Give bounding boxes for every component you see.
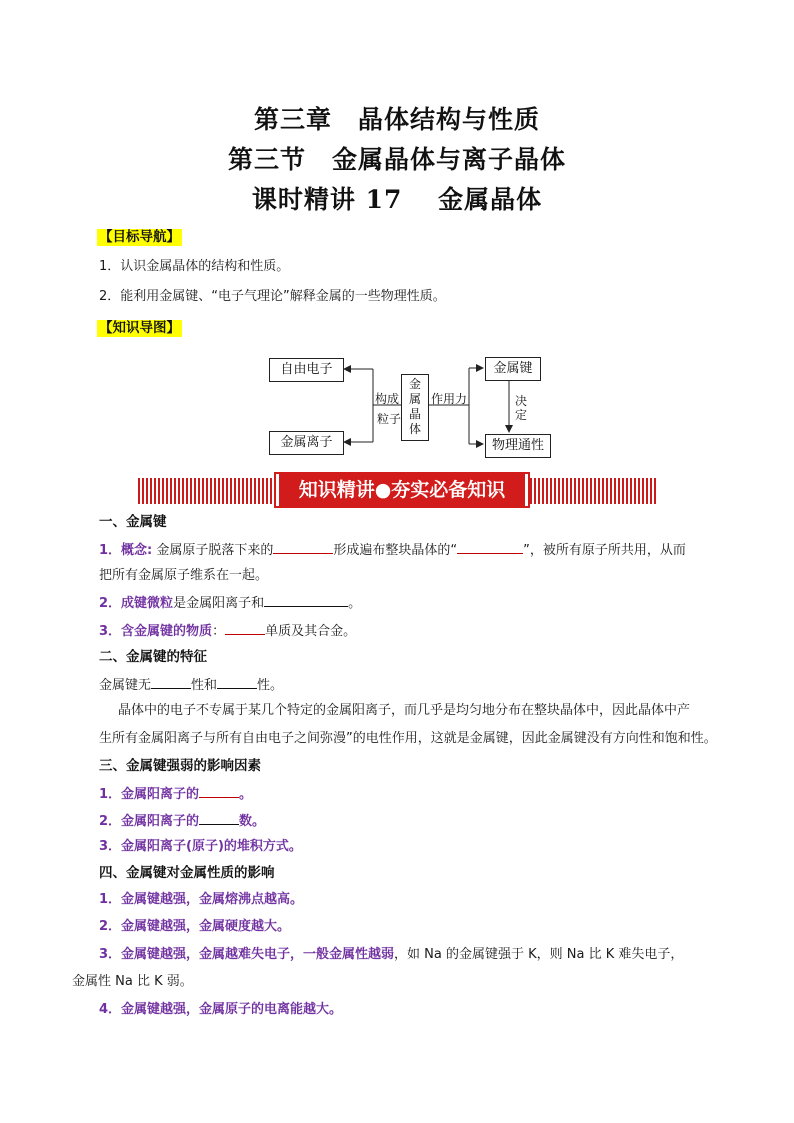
s4-item-3: 3．金属键越强，金属越难失电子，一般金属性越弱，如 Na 的金属键强于 K，则 Na 比 K 难失电子， [99, 947, 684, 962]
s3-item-2: 2．金属阳离子的 数。 [99, 811, 699, 831]
decides-label: 决 定 [515, 394, 528, 422]
s2-feature-line: 金属键无 性和 性。 [99, 675, 699, 695]
blank[interactable] [457, 540, 523, 554]
s1-bonding-particles: 2．成键微粒是金属阳离子和 。 [99, 593, 699, 613]
blank[interactable] [225, 621, 265, 635]
interaction-label: 作用力 [431, 392, 468, 406]
section-title: 第三节 金属晶体与离子晶体 [227, 145, 566, 174]
knowledge-diagram [265, 350, 555, 462]
physical-property-box: 物理通性 [485, 434, 551, 458]
blank[interactable] [217, 675, 257, 689]
s1-concept-line-2: 把所有金属原子维系在一起。 [99, 568, 269, 583]
banner-text: 知识精讲●夯实必备知识 [298, 479, 506, 501]
goal-item-1: 1．认识金属晶体的结构和性质。 [99, 259, 290, 274]
title-block [0, 100, 794, 220]
blank[interactable] [264, 593, 348, 607]
s4-item-4: 4．金属键越强，金属原子的电离能越大。 [99, 1002, 343, 1017]
s3-item-3: 3．金属阳离子(原子)的堆积方式。 [99, 839, 302, 854]
goal-item-2: 2．能利用金属键、“电子气理论”解释金属的一些物理性质。 [99, 289, 446, 304]
s1-substances: 3．含金属键的物质： 单质及其合金。 [99, 621, 699, 641]
banner-center [276, 474, 528, 506]
mindmap-label: 【知识导图】 [99, 320, 180, 336]
particle-label: 粒子 [377, 412, 402, 426]
section-4-heading: 四、金属键对金属性质的影响 [99, 865, 275, 881]
blank[interactable] [151, 675, 191, 689]
section-2-heading: 二、金属键的特征 [99, 649, 207, 665]
section-1-heading: 一、金属键 [99, 514, 167, 530]
chapter-title: 第三章 晶体结构与性质 [253, 105, 540, 134]
metal-crystal-box: 金 属 晶 体 [401, 374, 429, 441]
free-electron-box: 自由电子 [269, 358, 344, 382]
metal-ion-box: 金属离子 [269, 431, 344, 455]
blank[interactable] [273, 540, 333, 554]
s2-paragraph-line-1: 晶体中的电子不专属于某几个特定的金属阳离子，而几乎是均匀地分布在整块晶体中，因此晶体中产 [118, 703, 691, 718]
banner-stripes-left [138, 478, 272, 504]
goals-label: 【目标导航】 [99, 229, 180, 245]
section-3-heading: 三、金属键强弱的影响因素 [99, 758, 261, 774]
blank[interactable] [199, 811, 239, 825]
s4-item-3-line-2: 金属性 Na 比 K 弱。 [72, 974, 193, 989]
lesson-title: 课时精讲 17 金属晶体 [251, 185, 543, 214]
s1-concept-line-1: 1．概念: 金属原子脱落下来的 形成遍布整块晶体的“ ”，被所有原子所共用，从而 [99, 540, 699, 560]
s4-item-2: 2．金属键越强，金属硬度越大。 [99, 919, 291, 934]
s4-item-1: 1．金属键越强，金属熔沸点越高。 [99, 892, 304, 907]
section-banner [138, 474, 658, 506]
composition-label: 构成 [375, 392, 400, 406]
metallic-bond-box: 金属键 [485, 357, 541, 381]
s2-paragraph-line-2: 生所有金属阳离子与所有自由电子之间弥漫”的电性作用，这就是金属键，因此金属键没有方向性和饱和性。 [99, 731, 717, 746]
s3-item-1: 1．金属阳离子的 。 [99, 784, 699, 804]
banner-stripes-right [526, 478, 658, 504]
blank[interactable] [199, 784, 239, 798]
